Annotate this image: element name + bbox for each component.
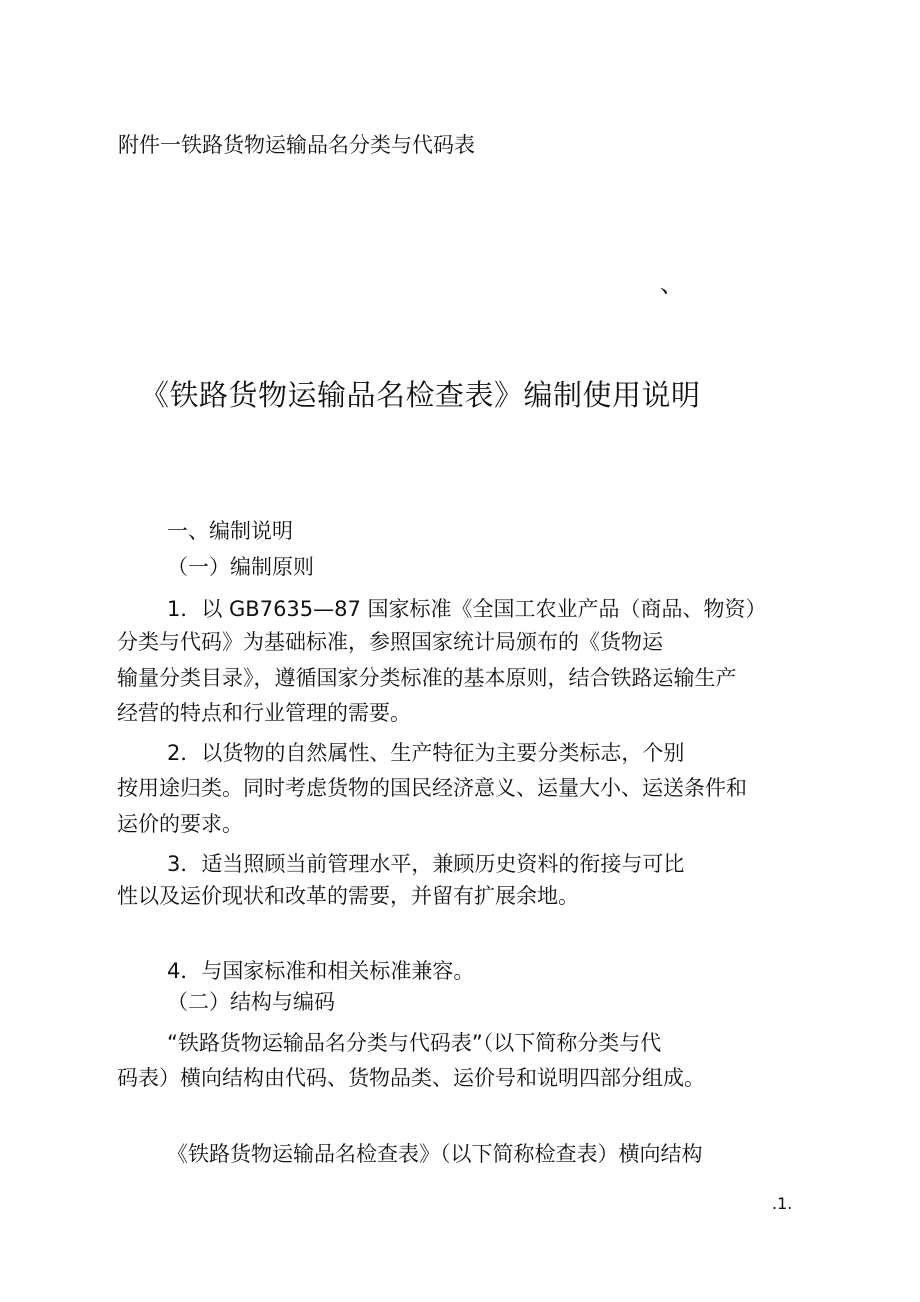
document-title: 《铁路货物运输品名检查表》编制使用说明 <box>140 378 701 412</box>
item3-line: 性以及运价现状和改革的需要，并留有扩展余地。 <box>117 884 579 908</box>
section-heading-1: 一、编制说明 <box>167 519 293 543</box>
page-number: .1. <box>772 1194 793 1213</box>
attachment-title: 附件一铁路货物运输品名分类与代码表 <box>118 133 475 157</box>
item4-line: 4．与国家标准和相关标准兼容。 <box>167 959 475 983</box>
stray-mark: 、 <box>660 270 684 298</box>
item3-line: 3．适当照顾当前管理水平，兼顾历史资料的衔接与可比 <box>167 852 685 876</box>
item2-line: 按用途归类。同时考虑货物的国民经济意义、运量大小、运送条件和 <box>117 776 747 800</box>
subsection-heading-2: （二）结构与编码 <box>167 990 335 1014</box>
structure-para-line: 码表）横向结构由代码、货物品类、运价号和说明四部分组成。 <box>117 1066 705 1090</box>
item2-line: 2．以货物的自然属性、生产特征为主要分类标志，个别 <box>167 741 685 765</box>
structure-para-line: 《铁路货物运输品名检查表》（以下简称检查表）横向结构 <box>167 1142 703 1166</box>
subsection-heading-1: （一）编制原则 <box>167 555 314 579</box>
item1-line: 1．以 GB7635—87 国家标准《全国工农业产品（商品、物资） <box>167 597 767 621</box>
item1-line: 经营的特点和行业管理的需要。 <box>117 701 411 725</box>
structure-para-line: “铁路货物运输品名分类与代码表”（以下简称分类与代 <box>167 1031 662 1055</box>
item1-line: 输量分类目录》，遵循国家分类标准的基本原则，结合铁路运输生产 <box>117 666 737 690</box>
item1-line: 分类与代码》为基础标准，参照国家统计局颁布的《货物运 <box>117 630 663 654</box>
item2-line: 运价的要求。 <box>117 812 243 836</box>
